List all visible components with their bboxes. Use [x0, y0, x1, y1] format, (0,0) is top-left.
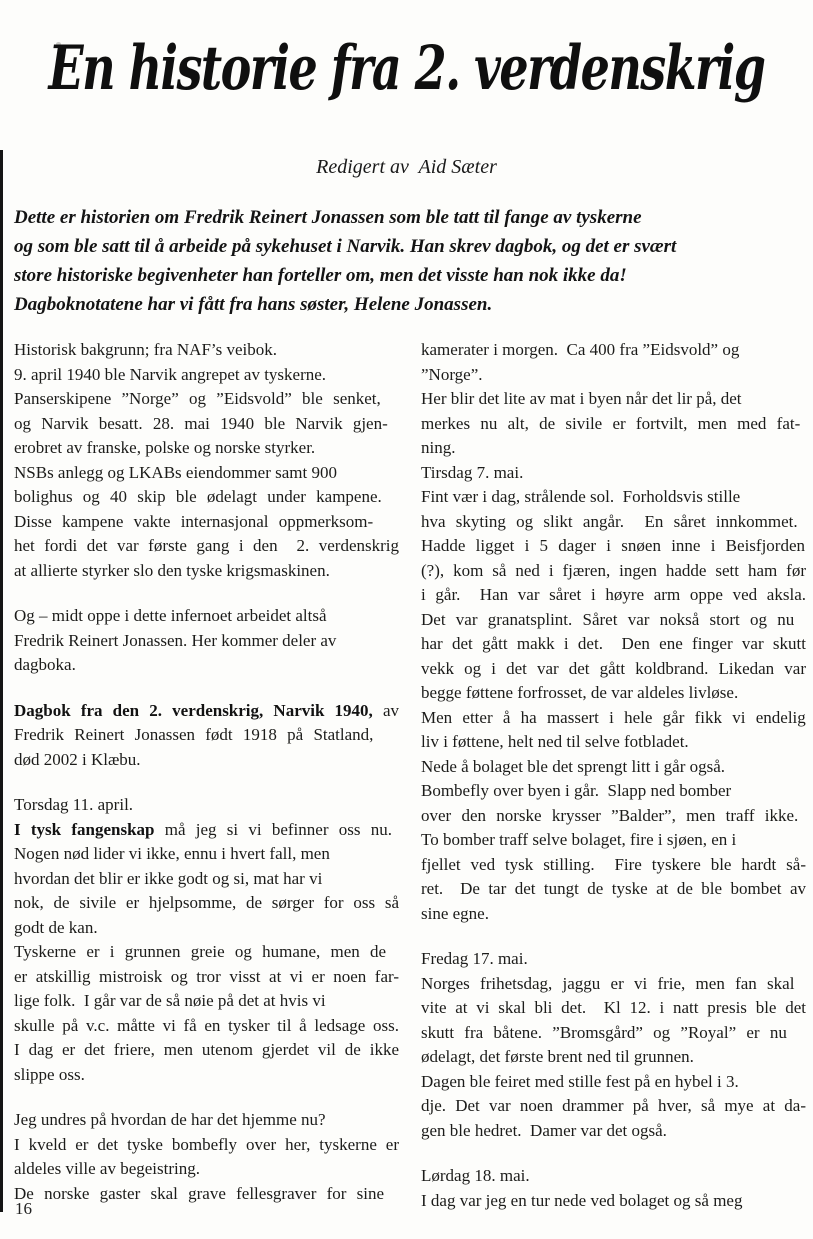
text-line: ødelagt, det første brent ned til grunnen.	[421, 1047, 694, 1066]
lead-line: og som ble satt til å arbeide på sykehuset i Narvik. Han skrev dagbok, og det er svært	[14, 236, 677, 257]
text-line: I dag er det friere, men utenom gjerdet vil de ikke	[14, 1040, 399, 1059]
page-title: En historie fra 2. verdenskrig	[48, 32, 765, 104]
text-line: Dagen ble feiret med stille fest på en hybel i 3.	[421, 1071, 739, 1091]
text-line: Torsdag 11. april.	[14, 795, 134, 814]
scan-edge-artifact	[0, 150, 3, 1212]
text-line: hvordan det blir er ikke godt og si, mat har vi	[14, 868, 323, 888]
text-line: Historisk bakgrunn; fra NAF’s veibok.	[14, 340, 278, 359]
text-line: nok, de sivile er hjelpsomme, de sørger for oss så	[14, 893, 399, 912]
text-line: skulle på v.c. måtte vi få en tysker til å ledsage oss.	[14, 1015, 399, 1035]
text-line: Her blir det lite av mat i byen når det lir på, det	[421, 389, 742, 408]
lead-paragraph	[14, 203, 801, 319]
text-line: Nede å bolaget ble det sprengt litt i går også.	[421, 756, 726, 776]
lead-line: Dagboknotatene har vi fått fra hans søster, Helene Jonassen.	[14, 294, 493, 315]
text-line: Jeg undres på hvordan de har det hjemme nu?	[14, 1110, 326, 1129]
text-line: Fredrik Reinert Jonassen født 1918 på Statland,	[14, 725, 374, 744]
text-block	[14, 793, 399, 1087]
text-block	[14, 699, 399, 773]
text-line: sine egne.	[421, 903, 489, 923]
text-line: ning.	[421, 438, 456, 457]
text-line: To bomber traff selve bolaget, fire i sjøen, en i	[421, 830, 737, 849]
text-line: aldeles ville av begeistring.	[14, 1159, 200, 1178]
text-line: Bombefly over byen i går. Slapp ned bomber	[421, 781, 732, 800]
text-line: het fordi det var første gang i den 2. verdenskrig	[14, 536, 399, 555]
text-line: skutt fra båtene. ”Bromsgård” og ”Royal” er nu	[421, 1022, 787, 1042]
text-line: I kveld er det tyske bombefly over her, tyskerne er	[14, 1134, 399, 1154]
text-block	[14, 338, 399, 583]
text-line: Panserskipene ”Norge” og ”Eidsvold” ble senket,	[14, 389, 381, 408]
text-line: Nogen nød lider vi ikke, ennu i hvert fall, men	[14, 844, 330, 863]
text-line: ret. De tar det tungt de tyske at de ble bombet av	[421, 879, 806, 898]
page-number: 16	[15, 1199, 32, 1218]
text-line: I dag var jeg en tur nede ved bolaget og så meg	[421, 1190, 743, 1210]
text-line: Dagbok fra den 2. verdenskrig, Narvik 1940, av	[14, 700, 399, 720]
text-line: Disse kampene vakte internasjonal oppmerksom-	[14, 511, 374, 531]
text-line: De norske gaster skal grave fellesgraver for sine	[14, 1183, 385, 1203]
text-line: hva skyting og slikt angår. En såret innkommet.	[421, 511, 798, 531]
text-line: (?), kom så ned i fjæren, ingen hadde sett ham før	[421, 560, 806, 580]
left-column	[14, 338, 399, 1213]
text-line: og Narvik besatt. 28. mai 1940 ble Narvik gjen-	[14, 413, 388, 433]
text-line: Tirsdag 7. mai.	[421, 462, 524, 482]
text-line: død 2002 i Klæbu.	[14, 749, 141, 769]
text-line: lige folk. I går var de så nøie på det at hvis vi	[14, 991, 326, 1010]
text-line: 9. april 1940 ble Narvik angrepet av tyskerne.	[14, 364, 327, 384]
text-line: erobret av franske, polske og norske styrker.	[14, 438, 316, 457]
text-line: Men etter å ha massert i hele går fikk vi endelig	[421, 707, 806, 727]
text-line: fjellet ved tysk stilling. Fire tyskere ble hardt så-	[421, 854, 806, 874]
text-line: har det gått makk i det. Den ene finger var skutt	[421, 634, 806, 653]
text-line: er atskillig mistroisk og tror visst at vi er noen far-	[14, 966, 399, 986]
text-line: Fredag 17. mai.	[421, 949, 528, 968]
lead-line: Dette er historien om Fredrik Reinert Jonassen som ble tatt til fange av tyskerne	[14, 207, 642, 228]
text-block	[14, 1108, 399, 1206]
text-line: liv i føttene, helt ned til selve fotbladet.	[421, 732, 689, 751]
title-area	[0, 0, 813, 152]
text-line: godt de kan.	[14, 917, 98, 937]
text-line: dje. Det var noen drammer på hver, så mye at da-	[421, 1096, 806, 1115]
text-line: vite at vi skal bli det. Kl 12. i natt presis ble det	[421, 998, 806, 1017]
text-line: bolighus og 40 skip ble ødelagt under kampene.	[14, 487, 382, 506]
text-line: Fint vær i dag, strålende sol. Forholdsvis stille	[421, 487, 741, 506]
article-columns	[14, 338, 806, 1213]
text-line: Fredrik Reinert Jonassen. Her kommer deler av	[14, 630, 337, 650]
text-line: i går. Han var såret i høyre arm oppe ved aksla.	[421, 585, 806, 604]
text-line: over den norske krysser ”Balder”, men traff ikke.	[421, 805, 799, 825]
text-line: NSBs anlegg og LKABs eiendommer samt 900	[14, 462, 337, 482]
text-line: merkes nu alt, de sivile er fortvilt, men med fat-	[421, 413, 801, 433]
lead-line: store historiske begivenheter han forteller om, men det visste han nok ikke da!	[14, 265, 627, 286]
text-line: Hadde ligget i 5 dager i snøen inne i Beisfjorden	[421, 536, 805, 555]
text-block	[421, 338, 806, 926]
text-line: Lørdag 18. mai.	[421, 1166, 530, 1185]
text-line: begge føttene forfrosset, de var aldeles livløse.	[421, 683, 739, 702]
text-line: Tyskerne er i grunnen greie og humane, men de	[14, 942, 387, 961]
text-line: Og – midt oppe i dette infernoet arbeidet altså	[14, 606, 327, 625]
text-block	[421, 947, 806, 1143]
text-line: dagboka.	[14, 655, 76, 674]
text-block	[421, 1164, 806, 1213]
byline: Redigert av Aid Sæter	[316, 156, 497, 178]
text-line: vekk og i det var det gått koldbrand. Likedan var	[421, 658, 806, 678]
text-line: kamerater i morgen. Ca 400 fra ”Eidsvold” og	[421, 340, 740, 359]
text-line: I tysk fangenskap må jeg si vi befinner oss nu.	[14, 819, 392, 839]
right-column	[421, 338, 806, 1213]
text-line: gen ble hedret. Damer var det også.	[421, 1120, 667, 1140]
text-block	[14, 604, 399, 678]
text-line: Det var granatsplint. Såret var nokså stort og nu	[421, 609, 795, 629]
text-line: ”Norge”.	[421, 364, 483, 384]
text-line: Norges frihetsdag, jaggu er vi frie, men fan skal	[421, 973, 795, 993]
text-line: at allierte styrker slo den tyske krigsmaskinen.	[14, 560, 330, 580]
text-line: slippe oss.	[14, 1064, 85, 1084]
